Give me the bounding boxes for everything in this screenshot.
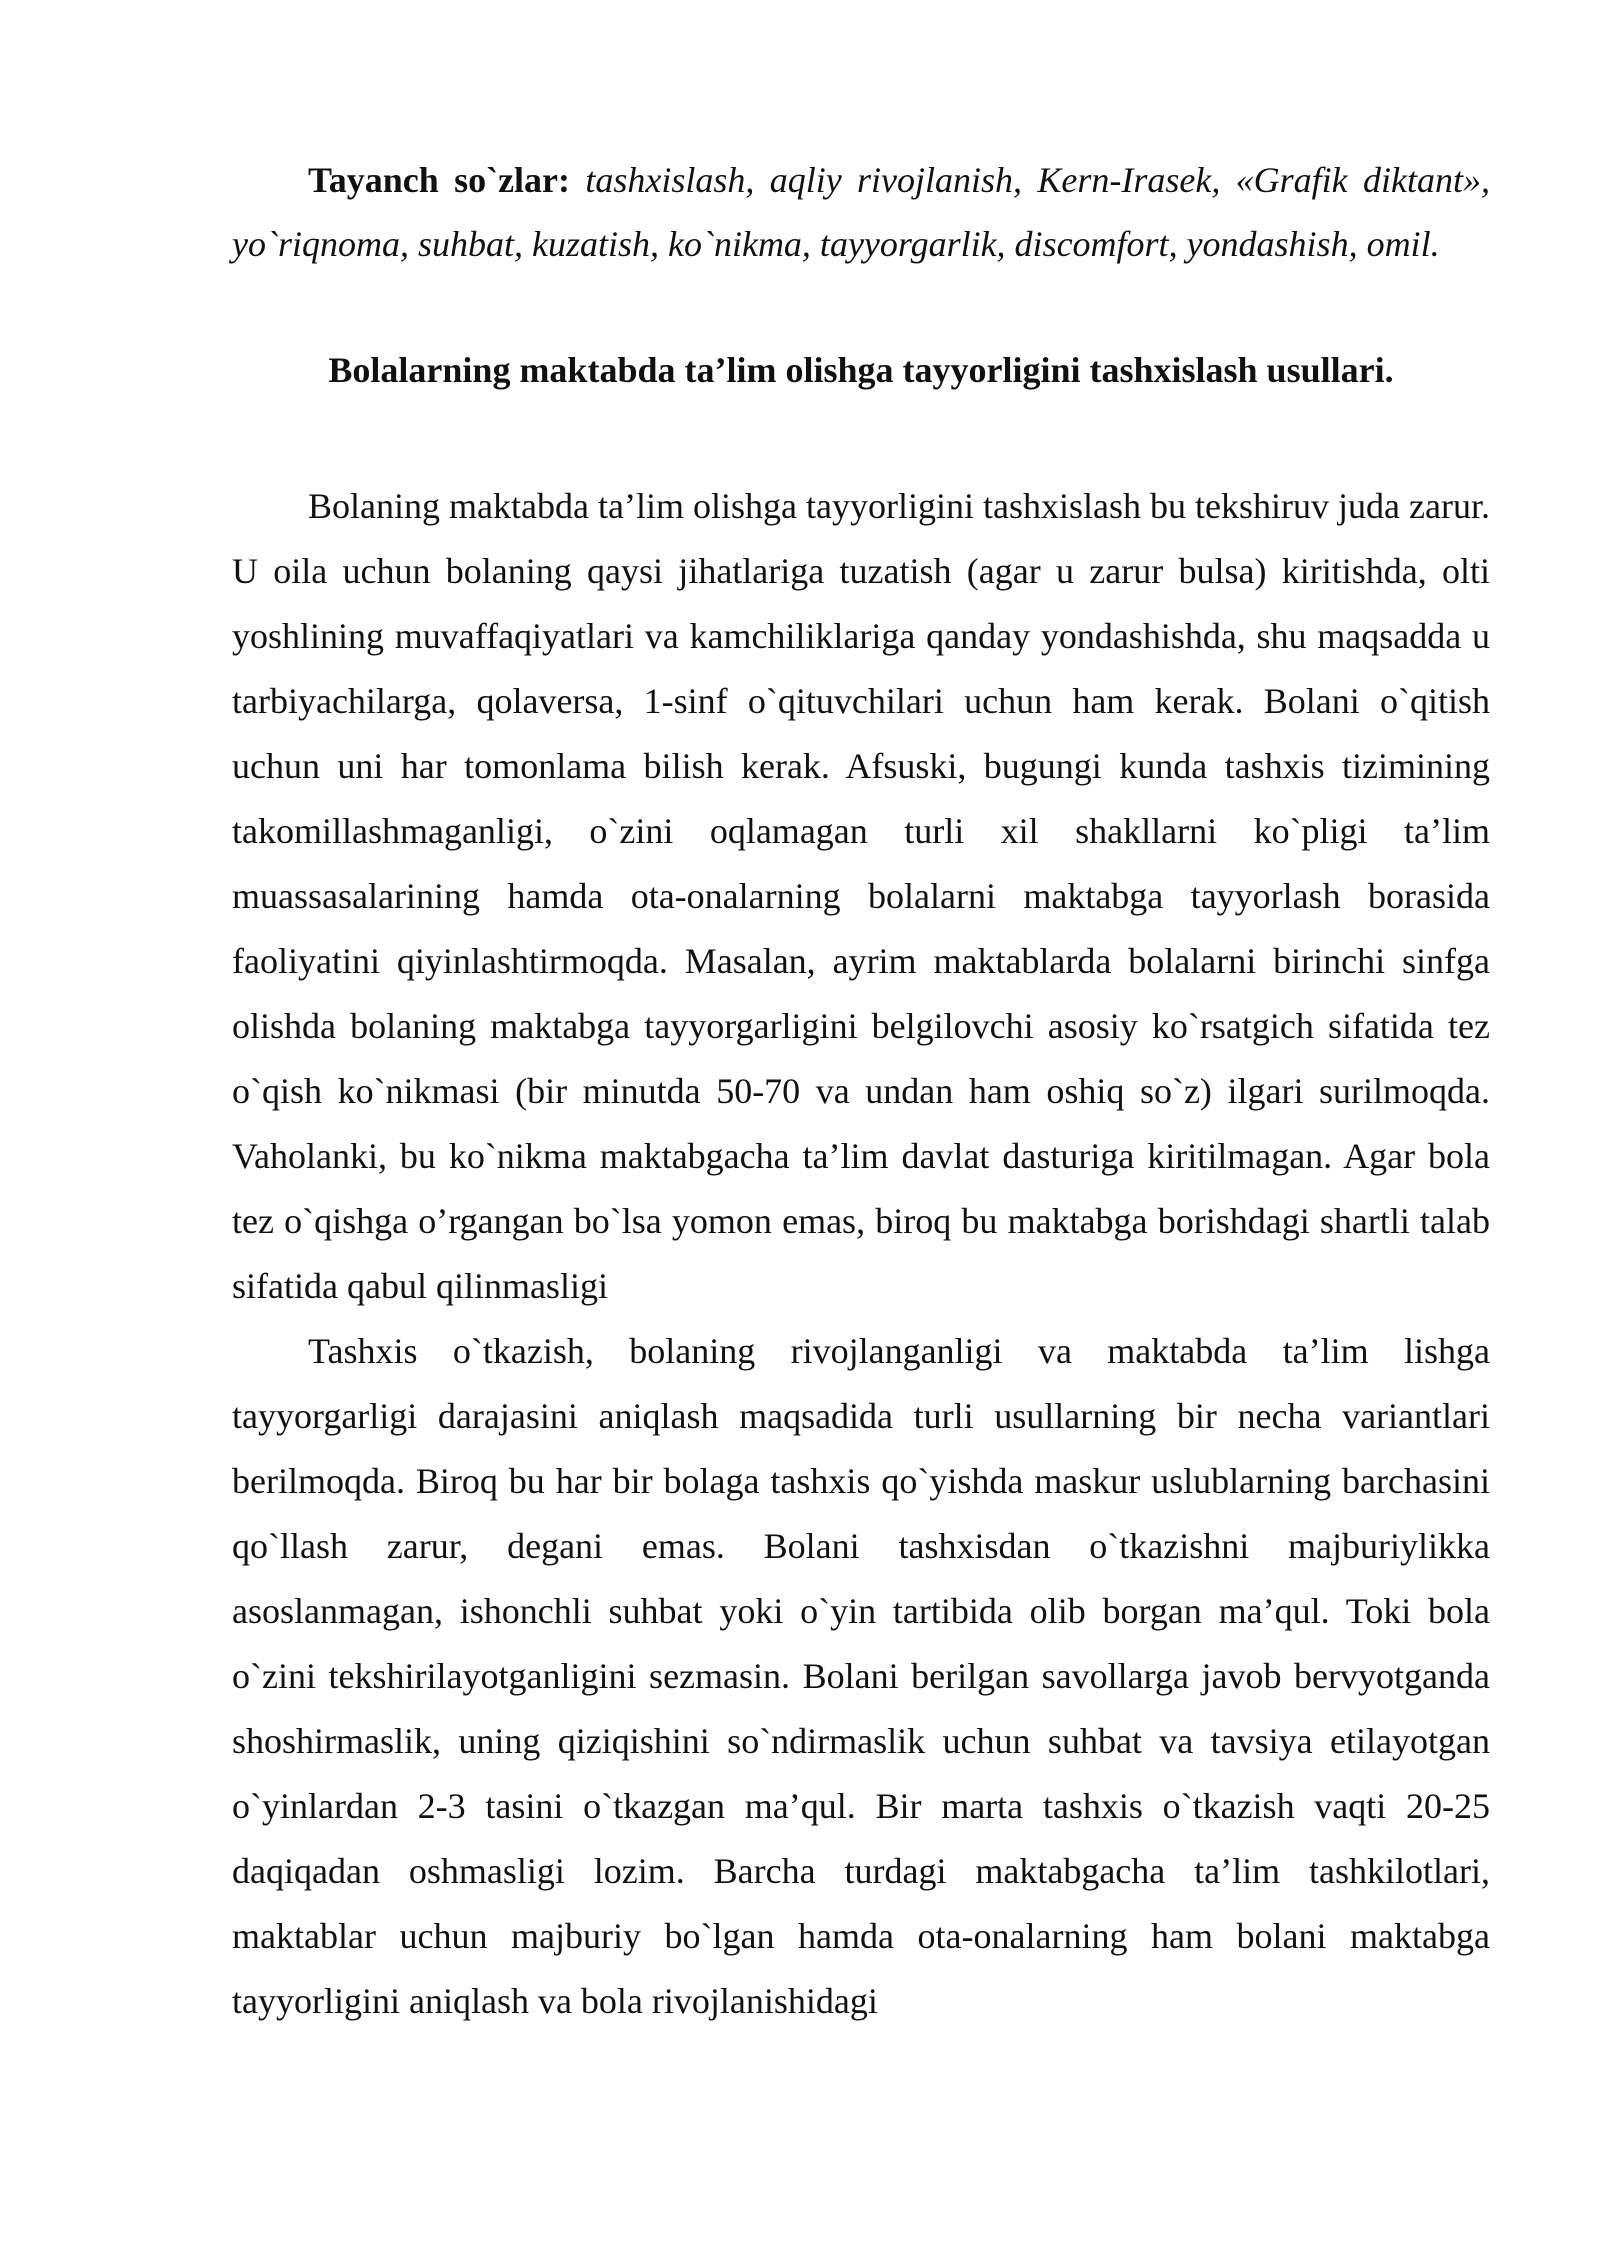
- section-heading: Bolalarning maktabda ta’lim olishga tayyorligini tashxislash usullari.: [328, 350, 1394, 390]
- page-content: [232, 148, 1490, 2034]
- body-paragraph-2: Tashxis o`tkazish, bolaning rivojlanganligi va maktabda ta’lim lishga tayyorgarligi darajasini aniqlash maqsadida turli usullarning bir necha variantlari berilmoqda. Biroq bu har bir bolaga tashxis qo`yishda maskur uslublarning barchasini qo`llash zarur, degani emas. Bolani tashxisdan o`tkazishni majburiylikka asoslanmagan, ishonchli suhbat yoki o`yin tartibida olib borgan ma’qul. Toki bola o`zini tekshirilayotganligini sezmasin. Bolani berilgan savollarga javob bervyotganda shoshirmaslik, uning qiziqishini so`ndirmaslik uchun suhbat va tavsiya etilayotgan o`yinlardan 2-3 tasini o`tkazgan ma’qul. Bir marta tashxis o`tkazish vaqti 20-25 daqiqadan oshmasligi lozim. Barcha turdagi maktabgacha ta’lim tashkilotlari, maktablar uchun majburiy bo`lgan hamda ota-onalarning ham bolani maktabga tayyorligini aniqlash va bola rivojlanishidagi: [232, 1331, 1490, 2021]
- keywords-paragraph: [232, 148, 1490, 276]
- body-paragraph-1: Bolaning maktabda ta’lim olishga tayyorligini tashxislash bu tekshiruv juda zarur. U oila uchun bolaning qaysi jihatlariga tuzatish (agar u zarur bulsa) kiritishda, olti yoshlining muvaffaqiyatlari va kamchiliklariga qanday yondashishda, shu maqsadda u tarbiyachilarga, qolaversa, 1-sinf o`qituvchilari uchun ham kerak. Bolani o`qitish uchun uni har tomonlama bilish kerak. Afsuski, bugungi kunda tashxis tizimining takomillashmaganligi, o`zini oqlamagan turli xil shakllarni ko`pligi ta’lim muassasalarining hamda ota-onalarning bolalarni maktabga tayyorlash borasida faoliyatini qiyinlashtirmoqda. Masalan, ayrim maktablarda bolalarni birinchi sinfga olishda bolaning maktabga tayyorgarligini belgilovchi asosiy ko`rsatgich sifatida tez o`qish ko`nikmasi (bir minutda 50-70 va undan ham oshiq so`z) ilgari surilmoqda. Vaholanki, bu ko`nikma maktabgacha ta’lim davlat dasturiga kiritilmagan. Agar bola tez o`qishga o’rgangan bo`lsa yomon emas, biroq bu maktabga borishdagi shartli talab sifatida qabul qilinmasligi: [232, 486, 1490, 1306]
- keywords-label: Tayanch so`zlar:: [308, 160, 571, 200]
- keywords-list: tashxislash, aqliy rivojlanish, Kern-Irasek, «Grafik diktant», yo`riqnoma, suhbat, kuzatish, ko`nikma, tayyorgarlik, discomfort, yondashish, omil.: [232, 160, 1490, 264]
